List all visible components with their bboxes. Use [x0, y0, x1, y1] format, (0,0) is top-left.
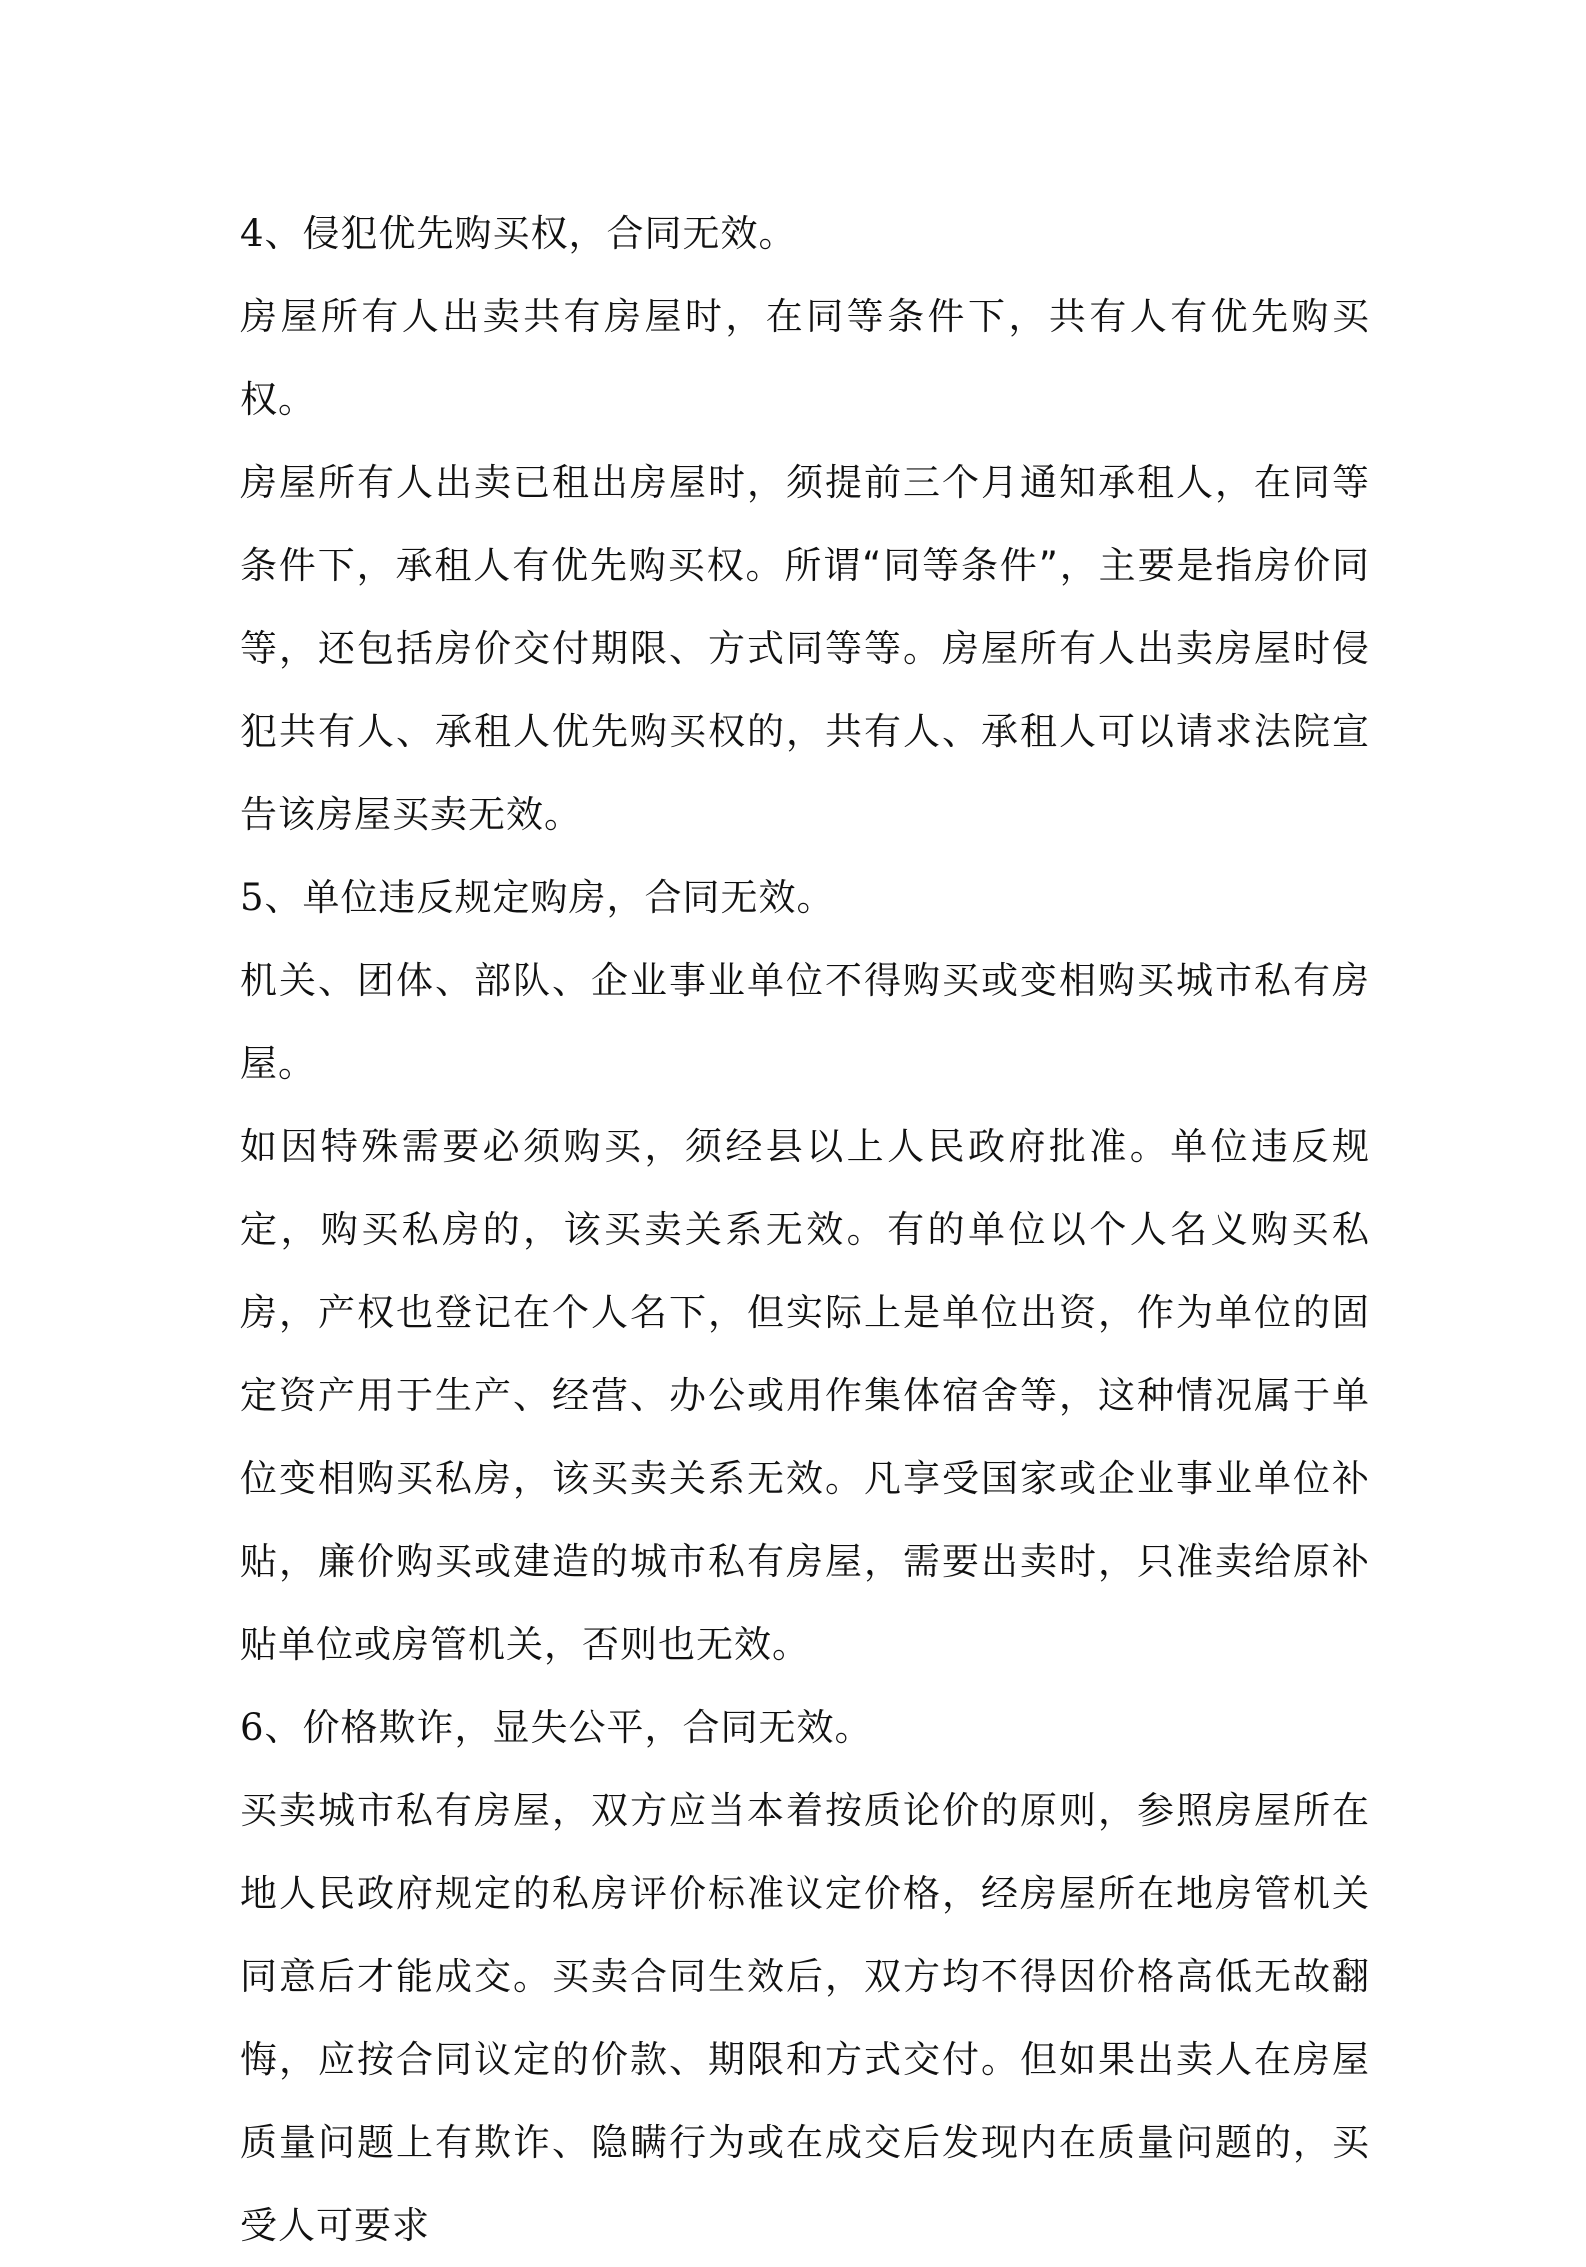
section-title: 侵犯优先购买权，合同无效。 — [302, 212, 797, 255]
section-number: 6、 — [240, 1706, 303, 1749]
paragraph: 房屋所有人出卖共有房屋时，在同等条件下，共有人有优先购买权。 — [240, 295, 1370, 421]
paragraph: 买卖城市私有房屋，双方应当本着按质论价的原则，参照房屋所在地人民政府规定的私房评价标准议定价格，经房屋所在地房管机关同意后才能成交。买卖合同生效后，双方均不得因价格高低无故翻悔，应按合同议定的价款、期限和方式交付。但如果出卖人在房屋质量问题上有欺诈、隐瞒行为或在成交后发现内在质量问题的，买受人可要求 — [240, 1789, 1370, 2247]
section-number: 4、 — [240, 212, 303, 255]
section-heading-5 — [240, 856, 1370, 939]
paragraph: 房屋所有人出卖已租出房屋时，须提前三个月通知承租人，在同等条件下，承租人有优先购买权。所谓“同等条件”，主要是指房价同等，还包括房价交付期限、方式同等等。房屋所有人出卖房屋时侵犯共有人、承租人优先购买权的，共有人、承租人可以请求法院宣告该房屋买卖无效。 — [240, 461, 1370, 836]
section-heading-6 — [240, 1686, 1370, 1769]
document-body — [240, 192, 1370, 2267]
section-title: 价格欺诈，显失公平，合同无效。 — [302, 1706, 873, 1749]
paragraph: 机关、团体、部队、企业事业单位不得购买或变相购买城市私有房屋。 — [240, 959, 1370, 1085]
section-number: 5、 — [240, 876, 303, 919]
paragraph: 如因特殊需要必须购买，须经县以上人民政府批准。单位违反规定，购买私房的，该买卖关系无效。有的单位以个人名义购买私房，产权也登记在个人名下，但实际上是单位出资，作为单位的固定资产用于生产、经营、办公或用作集体宿舍等，这种情况属于单位变相购买私房，该买卖关系无效。凡享受国家或企业事业单位补贴，廉价购买或建造的城市私有房屋，需要出卖时，只准卖给原补贴单位或房管机关，否则也无效。 — [240, 1125, 1370, 1666]
section-heading-4 — [240, 192, 1370, 275]
section-title: 单位违反规定购房，合同无效。 — [302, 876, 835, 919]
